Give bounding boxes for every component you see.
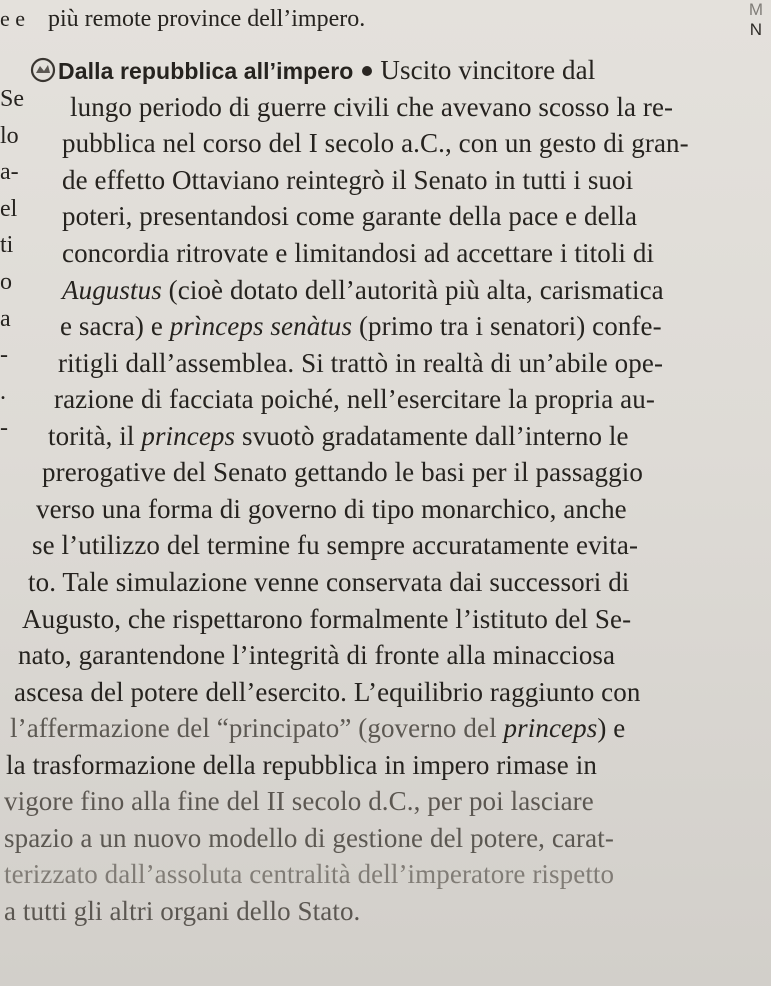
stamp-circle-icon — [30, 57, 56, 83]
margin-fragment: o — [0, 269, 12, 295]
line-text: razione di facciata poiché, nell’esercitare la propria au- — [54, 384, 655, 414]
line-text: Uscito vincitore dal — [380, 55, 596, 85]
italic-term: princeps — [141, 421, 236, 451]
line-text: e sacra) e — [60, 311, 170, 341]
line-text: nato, garantendone l’integrità di fronte alla minacciosa — [18, 640, 616, 670]
body-line — [4, 822, 614, 855]
corner-letter-m: M — [748, 0, 763, 19]
body-line — [42, 456, 643, 489]
line-text: (primo tra i senatori) confe- — [352, 311, 662, 341]
line-text: Augusto, che rispettarono formalmente l’istituto del Se- — [22, 604, 632, 634]
body-line — [6, 749, 597, 782]
italic-term: Augustus — [62, 275, 162, 305]
line-text: l’affermazione del “principato” (governo del — [10, 713, 504, 743]
body-line — [4, 858, 614, 891]
body-line — [70, 91, 673, 124]
body-line — [22, 603, 631, 636]
body-line — [10, 712, 625, 745]
line-text: svuotò gradatamente dall’interno le — [235, 421, 629, 451]
line-text: poteri, presentandosi come garante della pace e della — [62, 201, 638, 231]
line-text: ascesa del potere dell’esercito. L’equilibrio raggiunto con — [14, 677, 641, 707]
line-text: ) e — [597, 713, 626, 743]
margin-fragment: a- — [0, 159, 19, 185]
margin-fragment: - — [0, 415, 8, 441]
margin-fragment: . — [0, 379, 6, 405]
line-text: terizzato dall’assoluta centralità dell’imperatore rispetto — [4, 859, 615, 889]
italic-term: princeps — [503, 713, 598, 743]
line-text: torità, il — [48, 421, 142, 451]
italic-term: prìnceps senàtus — [169, 311, 353, 341]
line-text: ritigli dall’assemblea. Si trattò in realtà di un’abile ope- — [58, 348, 664, 378]
body-line — [28, 566, 629, 599]
margin-fragment: Se — [0, 86, 24, 112]
line-text: spazio a un nuovo modello di gestione del potere, carat- — [4, 823, 614, 853]
body-line — [62, 164, 633, 197]
body-line — [62, 200, 637, 233]
margin-fragment-top: e e — [0, 6, 26, 31]
body-line — [14, 676, 640, 709]
body-line — [32, 529, 638, 562]
body-line — [60, 310, 662, 343]
body-line — [58, 347, 663, 380]
body-line — [62, 237, 654, 270]
line-text: de effetto Ottaviano reintegrò il Senato in tutti i suoi — [62, 165, 634, 195]
margin-fragment: a — [0, 306, 11, 332]
margin-fragment: ti — [0, 232, 14, 258]
line-text: (cioè dotato dell’autorità più alta, carismatica — [161, 275, 664, 305]
body-line — [18, 639, 615, 672]
line-text: a tutti gli altri organi dello Stato. — [4, 896, 361, 926]
corner-letters — [749, 0, 763, 40]
body-line — [54, 383, 655, 416]
line-text: la trasformazione della repubblica in impero rimase in — [6, 750, 597, 780]
margin-fragment: - — [0, 342, 8, 368]
line-text: to. Tale simulazione venne conservata dai successori di — [28, 567, 630, 597]
body-line — [62, 274, 664, 307]
body-line — [48, 420, 629, 453]
margin-fragment: el — [0, 196, 18, 222]
section-title: Dalla repubblica all’impero — [58, 58, 354, 84]
line-text: concordia ritrovate e limitandosi ad accettare i titoli di — [62, 238, 655, 268]
line-text: pubblica nel corso del I secolo a.C., con un gesto di gran- — [62, 128, 689, 158]
line-text: prerogative del Senato gettando le basi per il passaggio — [42, 457, 643, 487]
line-text: lungo periodo di guerre civili che avevano scosso la re- — [70, 92, 674, 122]
line-text: se l’utilizzo del termine fu sempre accuratamente evita- — [32, 530, 639, 560]
line-text: vigore fino alla fine del II secolo d.C., per poi lasciare — [4, 786, 594, 816]
margin-fragment: lo — [0, 123, 19, 149]
body-line — [4, 895, 360, 928]
heading-line — [30, 54, 595, 88]
previous-paragraph-end: più remote province dell’impero. — [48, 6, 366, 32]
corner-letter-n: N — [749, 20, 763, 39]
line-text: verso una forma di governo di tipo monarchico, anche — [36, 494, 627, 524]
body-line — [36, 493, 627, 526]
title-bullet-dot — [362, 66, 372, 76]
body-line — [62, 127, 689, 160]
body-line — [4, 785, 594, 818]
